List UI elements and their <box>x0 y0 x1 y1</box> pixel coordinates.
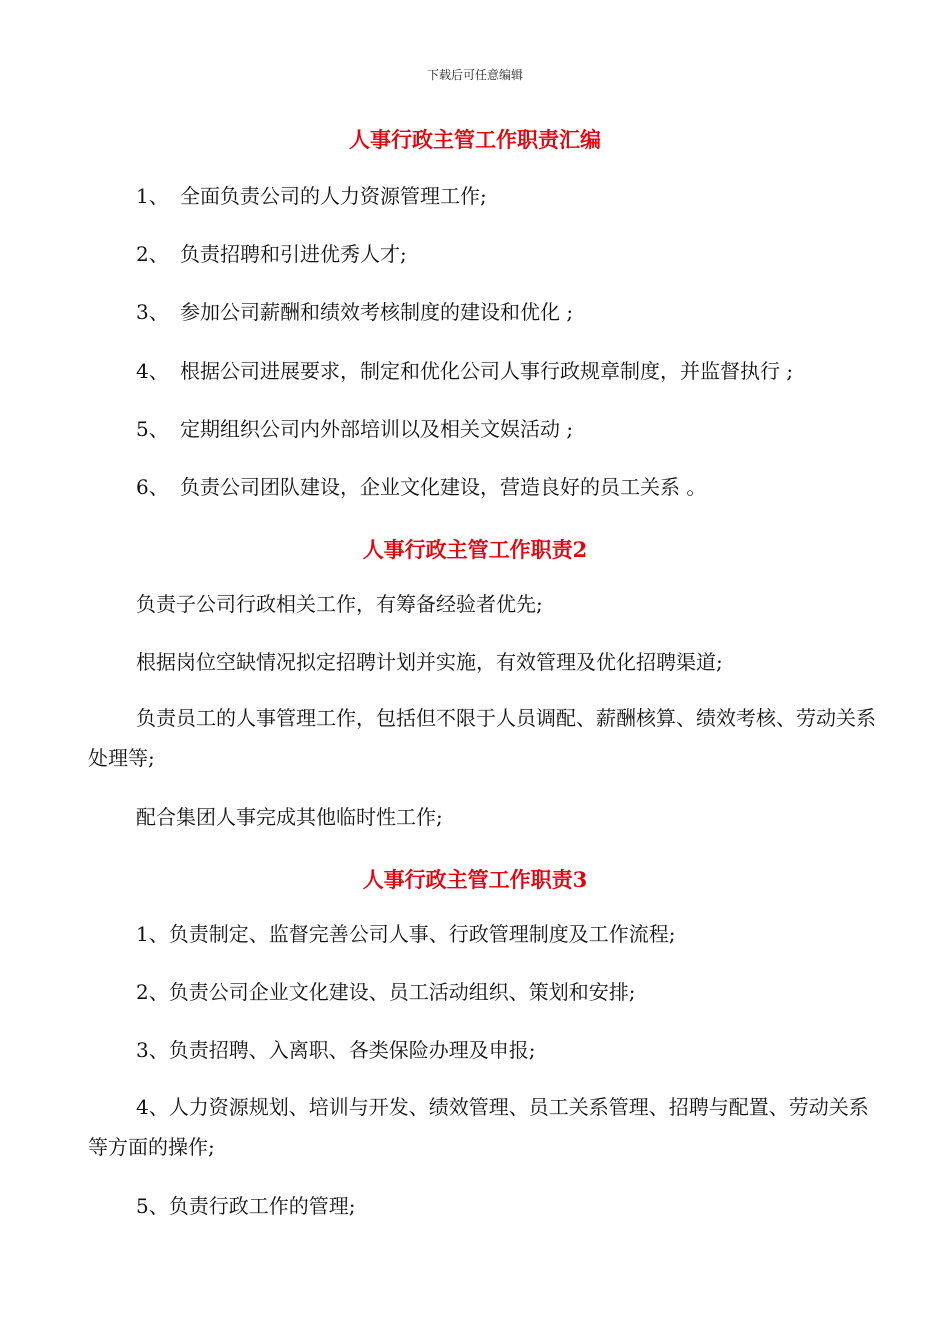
section2-paragraph: 负责员工的人事管理工作，包括但不限于人员调配、薪酬核算、绩效考核、劳动关系处理等; <box>88 706 876 770</box>
list-item-number: 1、 <box>136 184 169 208</box>
section2-line: 配合集团人事完成其他临时性工作; <box>136 805 443 829</box>
section3-line: 5、负责行政工作的管理; <box>136 1194 356 1218</box>
list-item <box>136 360 793 382</box>
section3-paragraph: 4、人力资源规划、培训与开发、绩效管理、员工关系管理、招聘与配置、劳动关系等方面的操作; <box>88 1095 869 1159</box>
list-item <box>136 418 573 440</box>
section1-title: 人事行政主管工作职责汇编 <box>349 127 601 152</box>
section3-line: 2、负责公司企业文化建设、员工活动组织、策划和安排; <box>136 980 636 1004</box>
section3-title: 人事行政主管工作职责3 <box>362 867 588 892</box>
section2-title: 人事行政主管工作职责2 <box>362 537 588 562</box>
list-item-number: 5、 <box>136 417 169 441</box>
list-item-text: 定期组织公司内外部培训以及相关文娱活动 ; <box>180 417 574 441</box>
section2-line: 负责子公司行政相关工作，有筹备经验者优先; <box>136 592 543 616</box>
list-item-text: 根据公司进展要求，制定和优化公司人事行政规章制度，并监督执行 ; <box>180 359 794 383</box>
list-item-text: 负责公司团队建设，企业文化建设，营造良好的员工关系 。 <box>180 475 707 499</box>
list-item-text: 负责招聘和引进优秀人才; <box>180 242 407 266</box>
header-note: 下载后可任意编辑 <box>426 68 523 82</box>
list-item <box>136 301 573 323</box>
list-item-number: 4、 <box>136 359 169 383</box>
list-item-number: 3、 <box>136 300 169 324</box>
list-item-number: 2、 <box>136 242 169 266</box>
section2-line: 根据岗位空缺情况拟定招聘计划并实施，有效管理及优化招聘渠道; <box>136 650 723 674</box>
list-item <box>136 185 487 207</box>
list-item-text: 全面负责公司的人力资源管理工作; <box>180 184 487 208</box>
list-item-text: 参加公司薪酬和绩效考核制度的建设和优化 ; <box>180 300 574 324</box>
list-item-number: 6、 <box>136 475 169 499</box>
section3-line: 1、负责制定、监督完善公司人事、行政管理制度及工作流程; <box>136 922 676 946</box>
list-item <box>136 476 706 498</box>
list-item <box>136 243 407 265</box>
section3-line: 3、负责招聘、入离职、各类保险办理及申报; <box>136 1038 536 1062</box>
